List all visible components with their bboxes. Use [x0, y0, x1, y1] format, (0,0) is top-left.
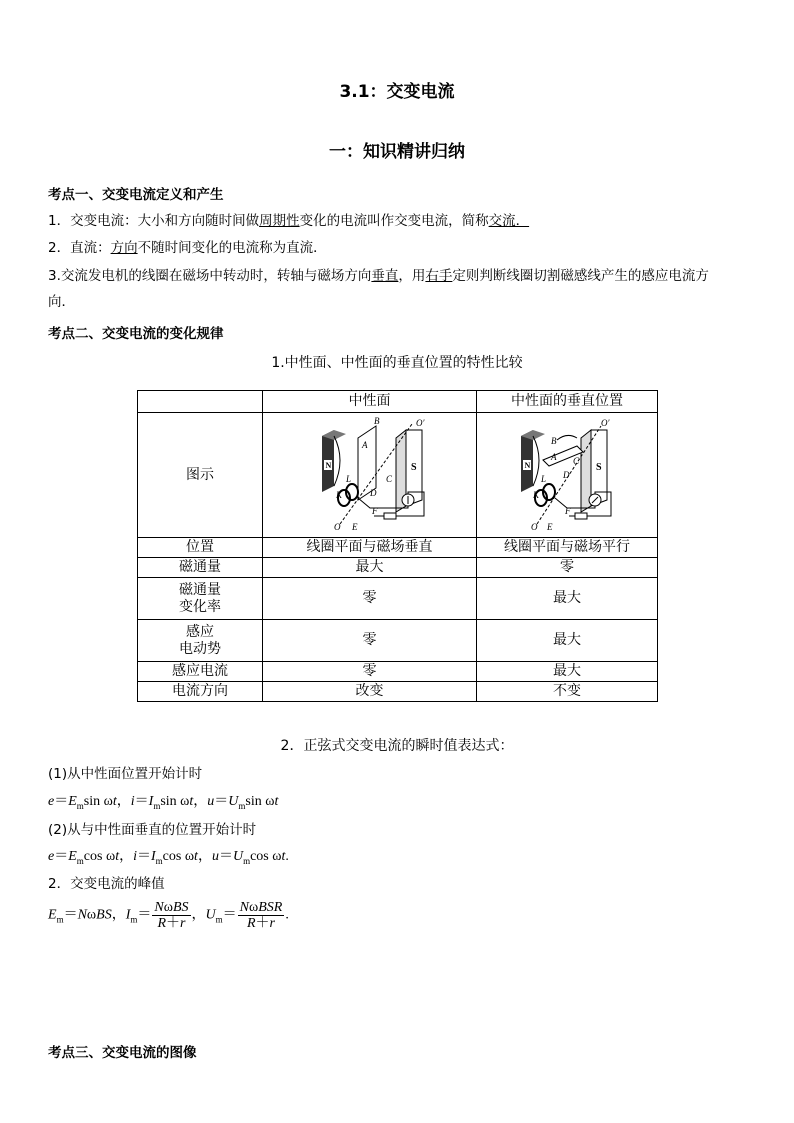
- magnet-n-label: N: [524, 461, 531, 470]
- text: ，用: [398, 268, 426, 284]
- label-l: L: [345, 474, 351, 484]
- paragraph-dc-definition: [48, 238, 327, 258]
- text: 1．交变电流：大小和方向随时间做: [48, 213, 260, 229]
- figure-cell: [263, 413, 477, 538]
- cell: 不变: [477, 682, 658, 702]
- row-label: 磁通量: [138, 558, 263, 578]
- header-cell: 中性面: [263, 391, 477, 413]
- formula-case-2: (2)从与中性面垂直的位置开始计时: [48, 822, 257, 838]
- header-cell: 中性面的垂直位置: [477, 391, 658, 413]
- cell: 线圈平面与磁场垂直: [263, 538, 477, 558]
- label-d: D: [369, 488, 376, 498]
- label-f: F: [371, 506, 377, 516]
- underline-text: 周期性: [259, 213, 300, 229]
- table-row: [138, 558, 658, 578]
- underline-text: 方向: [110, 240, 138, 256]
- header-cell: [138, 391, 263, 413]
- label-b: B: [551, 436, 557, 446]
- row-label: 图示: [138, 413, 263, 538]
- formula-case-1: (1)从中性面位置开始计时: [48, 766, 203, 782]
- text: 不随时间变化的电流称为直流．: [137, 240, 327, 256]
- label-e: E: [351, 522, 357, 532]
- label-e: E: [547, 522, 553, 532]
- label-c: C: [573, 456, 580, 466]
- label-b: B: [373, 416, 379, 426]
- table-header-row: [138, 391, 658, 413]
- formula-sin: $e=E_m\sin$ ωt，$i=I_m\sin$ ωt，$u=U_m\sin$ ωt: [48, 794, 279, 811]
- formula-section-title: 2．正弦式交变电流的瞬时值表达式：: [280, 738, 514, 754]
- magnet-s-label: S: [410, 462, 417, 473]
- label-line: 变化率: [179, 598, 221, 615]
- label-f: F: [565, 506, 571, 516]
- cell: 零: [263, 620, 477, 662]
- table-row: [138, 662, 658, 682]
- cell: 零: [263, 578, 477, 620]
- table-row: [138, 538, 658, 558]
- underline-text: 垂直: [371, 268, 399, 284]
- heading-topic-1: 考点一、交变电流定义和产生: [48, 187, 224, 203]
- label-c: C: [385, 474, 392, 484]
- magnet-n-label: N: [325, 461, 331, 470]
- label-line: 磁通量: [179, 581, 221, 598]
- table-row: [138, 682, 658, 702]
- text: 变化的电流叫作交变电流，简称: [299, 213, 489, 229]
- comparison-table: [137, 390, 658, 702]
- row-label: 位置: [138, 538, 263, 558]
- row-label: [138, 578, 263, 620]
- peak-value-title: 2．交变电流的峰值: [48, 876, 165, 892]
- cell: 线圈平面与磁场平行: [477, 538, 658, 558]
- formula-cos: $e=E_m\cos$ ωt，$i=I_m\cos$ ωt，$u=U_m\cos$ ωt.: [48, 849, 289, 866]
- label-l: L: [541, 474, 547, 484]
- table-row: [138, 578, 658, 620]
- label-k: K: [335, 490, 342, 500]
- figure-cell: [477, 413, 658, 538]
- cell: 零: [477, 558, 658, 578]
- row-label: 电流方向: [138, 682, 263, 702]
- perpendicular-plane-diagram: [507, 416, 627, 534]
- magnet-s-label: S: [596, 462, 602, 473]
- underline-text: 右手: [425, 268, 453, 284]
- heading-topic-3: 考点三、交变电流的图像: [48, 1045, 197, 1061]
- paragraph-generator: [48, 266, 758, 286]
- cell: 最大: [477, 662, 658, 682]
- neutral-plane-diagram: [300, 416, 440, 534]
- label-k: K: [533, 490, 540, 500]
- text: 定则判断线圈切割磁感线产生的感应电流方: [452, 268, 709, 284]
- label-o-prime: O′: [601, 418, 610, 428]
- label-d: D: [563, 470, 570, 480]
- label-o: O: [531, 522, 538, 532]
- cell: 最大: [477, 578, 658, 620]
- paragraph-generator-cont: 向．: [48, 294, 75, 310]
- text: 2．直流：: [48, 240, 111, 256]
- text: 3.交流发电机的线圈在磁场中转动时，转轴与磁场方向: [48, 268, 372, 284]
- label-a: A: [361, 440, 367, 450]
- label-o-prime: O′: [415, 418, 424, 428]
- label-line: 电动势: [179, 640, 221, 657]
- table-row: [138, 620, 658, 662]
- paragraph-ac-definition: [48, 211, 529, 231]
- label-line: 感应: [186, 623, 214, 640]
- label-a: A: [551, 452, 557, 462]
- page-title: 3.1：交变电流: [339, 82, 455, 102]
- label-o: O: [333, 522, 340, 532]
- cell: 零: [263, 662, 477, 682]
- formula-peak: $E_m=N\omega BS$，$I_m=$ $\frac{\text{NωBS}}{R+r}$ ，$U_m=$ $\frac{\text{NωBSR}}{R+r}$ .: [48, 900, 289, 931]
- underline-text: 交流．: [488, 213, 530, 229]
- table-title: 1.中性面、中性面的垂直位置的特性比较: [271, 355, 523, 371]
- table-row-figure: [138, 413, 658, 538]
- row-label: [138, 620, 263, 662]
- cell: 改变: [263, 682, 477, 702]
- cell: 最大: [263, 558, 477, 578]
- row-label: 感应电流: [138, 662, 263, 682]
- section-title: 一：知识精讲归纳: [329, 142, 465, 162]
- cell: 最大: [477, 620, 658, 662]
- heading-topic-2: 考点二、交变电流的变化规律: [48, 326, 224, 342]
